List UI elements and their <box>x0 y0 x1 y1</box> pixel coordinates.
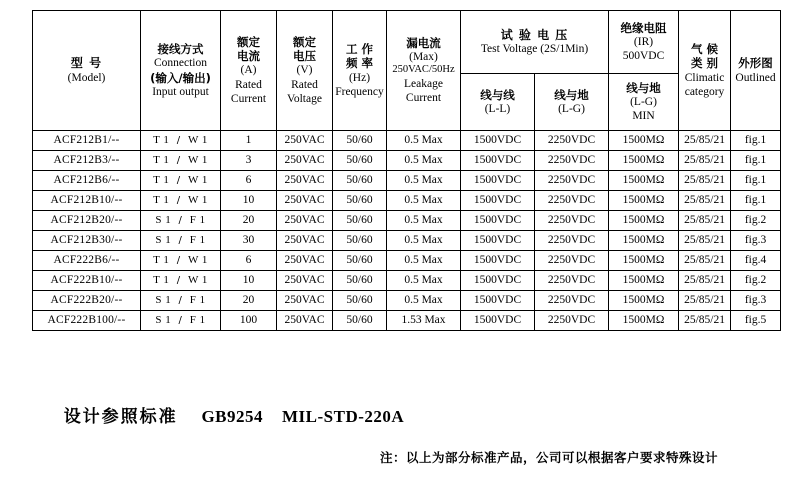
col-test-voltage-ll-cn: 线与线 <box>480 87 515 102</box>
cell-rated-voltage: 250VAC <box>277 231 333 251</box>
cell-test-voltage-lg: 2250VDC <box>535 311 609 331</box>
cell-frequency: 50/60 <box>333 171 387 191</box>
col-model <box>33 11 141 131</box>
cell-connection-input: S 1 <box>155 293 172 306</box>
col-outline-cn: 外形图 <box>738 56 773 71</box>
cell-insulation-resistance: 1500MΩ <box>609 171 679 191</box>
cell-connection-output: F 1 <box>189 313 206 326</box>
col-outline-en: Outlined <box>735 71 776 84</box>
cell-test-voltage-lg: 2250VDC <box>535 211 609 231</box>
cell-rated-current: 6 <box>221 171 277 191</box>
col-climatic <box>679 11 731 131</box>
cell-test-voltage-lg: 2250VDC <box>535 271 609 291</box>
cell-rated-current: 10 <box>221 191 277 211</box>
cell-connection <box>141 171 221 191</box>
cell-test-voltage-ll: 1500VDC <box>461 191 535 211</box>
col-connection-cn2: (输入/输出) <box>150 70 211 85</box>
col-insulation-lg-cn: 线与地 <box>626 80 661 95</box>
cell-model: ACF212B3/-- <box>33 151 141 171</box>
cell-connection <box>141 211 221 231</box>
cell-climatic-category: 25/85/21 <box>679 231 731 251</box>
design-standard-line <box>32 382 732 447</box>
cell-outline: fig.5 <box>731 311 781 331</box>
cell-connection-separator: / <box>169 194 188 206</box>
cell-connection-output: W 1 <box>187 173 208 186</box>
col-connection <box>141 11 221 131</box>
cell-test-voltage-lg: 2250VDC <box>535 191 609 211</box>
cell-insulation-resistance: 1500MΩ <box>609 291 679 311</box>
col-test-voltage-cn: 试 验 电 压 <box>500 27 569 42</box>
cell-frequency: 50/60 <box>333 291 387 311</box>
cell-leakage-current: 0.5 Max <box>387 191 461 211</box>
col-leakage-cn: 漏电流 <box>406 36 441 51</box>
cell-frequency: 50/60 <box>333 271 387 291</box>
cell-leakage-current: 0.5 Max <box>387 271 461 291</box>
table-row <box>33 291 781 311</box>
col-rated-voltage <box>277 11 333 131</box>
table-row <box>33 191 781 211</box>
cell-connection-output: F 1 <box>189 293 206 306</box>
col-test-voltage-group <box>461 11 609 74</box>
cell-outline: fig.1 <box>731 171 781 191</box>
cell-rated-voltage: 250VAC <box>277 151 333 171</box>
cell-leakage-current: 0.5 Max <box>387 211 461 231</box>
cell-test-voltage-lg: 2250VDC <box>535 151 609 171</box>
design-standard-en: GB9254 MIL-STD-220A <box>201 407 405 426</box>
cell-frequency: 50/60 <box>333 151 387 171</box>
cell-outline: fig.2 <box>731 211 781 231</box>
col-test-voltage-lg <box>535 74 609 131</box>
cell-model: ACF212B6/-- <box>33 171 141 191</box>
cell-frequency: 50/60 <box>333 211 387 231</box>
cell-connection-input: T 1 <box>153 193 170 206</box>
cell-connection <box>141 311 221 331</box>
cell-model: ACF212B30/-- <box>33 231 141 251</box>
cell-climatic-category: 25/85/21 <box>679 271 731 291</box>
cell-test-voltage-ll: 1500VDC <box>461 131 535 151</box>
cell-model: ACF222B20/-- <box>33 291 141 311</box>
cell-connection-output: W 1 <box>187 133 208 146</box>
cell-connection-output: F 1 <box>189 233 206 246</box>
col-test-voltage-lg-cn: 线与地 <box>554 87 589 102</box>
cell-test-voltage-ll: 1500VDC <box>461 311 535 331</box>
cell-insulation-resistance: 1500MΩ <box>609 271 679 291</box>
cell-test-voltage-ll: 1500VDC <box>461 271 535 291</box>
table-body <box>33 131 781 331</box>
cell-outline: fig.3 <box>731 291 781 311</box>
cell-outline: fig.1 <box>731 151 781 171</box>
cell-test-voltage-ll: 1500VDC <box>461 231 535 251</box>
col-rated-current <box>221 11 277 131</box>
cell-insulation-resistance: 1500MΩ <box>609 251 679 271</box>
cell-connection <box>141 251 221 271</box>
cell-test-voltage-lg: 2250VDC <box>535 251 609 271</box>
cell-leakage-current: 0.5 Max <box>387 251 461 271</box>
col-insulation-lg-en: (L-G) <box>630 95 657 108</box>
col-test-voltage-ll <box>461 74 535 131</box>
table-row <box>33 311 781 331</box>
cell-model: ACF222B6/-- <box>33 251 141 271</box>
cell-connection-input: T 1 <box>153 273 170 286</box>
cell-connection-input: T 1 <box>153 153 170 166</box>
col-rated-voltage-cn2: 电压 <box>293 49 316 64</box>
col-frequency-cn1: 工 作 <box>345 42 373 57</box>
table-row <box>33 171 781 191</box>
cell-rated-current: 3 <box>221 151 277 171</box>
cell-test-voltage-lg: 2250VDC <box>535 171 609 191</box>
col-rated-current-cn1: 额定 <box>237 35 260 50</box>
col-rated-current-en2: Current <box>230 92 267 105</box>
cell-frequency: 50/60 <box>333 191 387 211</box>
cell-outline: fig.3 <box>731 231 781 251</box>
table-row <box>33 271 781 291</box>
cell-leakage-current: 0.5 Max <box>387 231 461 251</box>
cell-test-voltage-ll: 1500VDC <box>461 251 535 271</box>
cell-connection <box>141 131 221 151</box>
cell-climatic-category: 25/85/21 <box>679 151 731 171</box>
cell-frequency: 50/60 <box>333 251 387 271</box>
col-frequency-en: Frequency <box>335 85 384 98</box>
col-rated-voltage-unit: (V) <box>296 64 313 77</box>
cell-connection-separator: / <box>171 234 190 246</box>
cell-connection-separator: / <box>171 314 190 326</box>
col-model-cn: 型 号 <box>70 56 103 71</box>
cell-insulation-resistance: 1500MΩ <box>609 131 679 151</box>
cell-test-voltage-ll: 1500VDC <box>461 291 535 311</box>
cell-rated-voltage: 250VAC <box>277 191 333 211</box>
col-rated-current-en1: Rated <box>235 78 262 91</box>
cell-insulation-resistance: 1500MΩ <box>609 311 679 331</box>
table-header <box>33 11 781 131</box>
col-insulation-lg <box>609 74 679 131</box>
cell-climatic-category: 25/85/21 <box>679 291 731 311</box>
cell-connection-output: W 1 <box>187 193 208 206</box>
cell-leakage-current: 1.53 Max <box>387 311 461 331</box>
cell-frequency: 50/60 <box>333 131 387 151</box>
cell-connection-separator: / <box>171 294 190 306</box>
col-frequency-unit: (Hz) <box>348 71 371 84</box>
cell-connection-input: T 1 <box>153 133 170 146</box>
cell-test-voltage-lg: 2250VDC <box>535 131 609 151</box>
cell-test-voltage-lg: 2250VDC <box>535 291 609 311</box>
cell-connection-output: W 1 <box>187 153 208 166</box>
cell-insulation-resistance: 1500MΩ <box>609 211 679 231</box>
cell-connection-input: S 1 <box>155 313 172 326</box>
cell-connection-input: T 1 <box>153 253 170 266</box>
cell-connection <box>141 291 221 311</box>
cell-leakage-current: 0.5 Max <box>387 291 461 311</box>
col-connection-cn: 接线方式 <box>157 42 204 57</box>
cell-outline: fig.4 <box>731 251 781 271</box>
cell-rated-current: 1 <box>221 131 277 151</box>
col-leakage-unit: (Max) <box>409 51 438 64</box>
cell-rated-current: 100 <box>221 311 277 331</box>
col-leakage-en2: Current <box>405 91 442 104</box>
cell-rated-voltage: 250VAC <box>277 251 333 271</box>
table-row <box>33 211 781 231</box>
cell-rated-voltage: 250VAC <box>277 131 333 151</box>
cell-rated-current: 20 <box>221 291 277 311</box>
col-rated-voltage-cn1: 额定 <box>293 35 316 50</box>
col-insulation-cn: 绝缘电阻 <box>620 20 667 35</box>
col-rated-current-cn2: 电流 <box>237 49 260 64</box>
cell-connection-separator: / <box>169 254 188 266</box>
cell-test-voltage-ll: 1500VDC <box>461 211 535 231</box>
cell-rated-voltage: 250VAC <box>277 291 333 311</box>
cell-connection-output: F 1 <box>189 213 206 226</box>
cell-connection-separator: / <box>169 154 188 166</box>
table-row <box>33 231 781 251</box>
cell-climatic-category: 25/85/21 <box>679 211 731 231</box>
col-insulation-abbr: (IR) <box>633 35 654 48</box>
cell-connection <box>141 231 221 251</box>
cell-outline: fig.1 <box>731 131 781 151</box>
cell-model: ACF222B100/-- <box>33 311 141 331</box>
cell-connection <box>141 151 221 171</box>
col-test-voltage-lg-en: (L-G) <box>558 103 585 115</box>
cell-insulation-resistance: 1500MΩ <box>609 191 679 211</box>
cell-model: ACF212B10/-- <box>33 191 141 211</box>
col-rated-current-unit: (A) <box>240 64 257 77</box>
cell-test-voltage-ll: 1500VDC <box>461 171 535 191</box>
cell-rated-current: 6 <box>221 251 277 271</box>
cell-climatic-category: 25/85/21 <box>679 171 731 191</box>
cell-connection-input: T 1 <box>153 173 170 186</box>
col-frequency-cn2: 频 率 <box>345 56 373 71</box>
col-insulation-lg-unit: MIN <box>632 110 655 122</box>
cell-leakage-current: 0.5 Max <box>387 171 461 191</box>
cell-climatic-category: 25/85/21 <box>679 131 731 151</box>
cell-connection-output: W 1 <box>187 253 208 266</box>
col-climatic-cn1: 气 候 <box>691 42 719 57</box>
col-connection-en2: Input output <box>152 85 209 98</box>
cell-model: ACF222B10/-- <box>33 271 141 291</box>
col-leakage-en1: Leakage <box>404 77 443 90</box>
footnote: 注：以上为部分标准产品，公司可以根据客户要求特殊设计 <box>380 450 719 465</box>
cell-connection <box>141 271 221 291</box>
cell-rated-current: 10 <box>221 271 277 291</box>
table-row <box>33 151 781 171</box>
cell-connection <box>141 191 221 211</box>
cell-rated-current: 20 <box>221 211 277 231</box>
cell-connection-separator: / <box>169 134 188 146</box>
col-test-voltage-ll-en: (L-L) <box>484 103 511 115</box>
cell-connection-separator: / <box>171 214 190 226</box>
table-row <box>33 131 781 151</box>
cell-rated-voltage: 250VAC <box>277 211 333 231</box>
cell-rated-voltage: 250VAC <box>277 311 333 331</box>
cell-model: ACF212B20/-- <box>33 211 141 231</box>
specification-table <box>32 10 781 331</box>
design-standard-cn: 设计参照标准 <box>63 407 178 427</box>
cell-rated-current: 30 <box>221 231 277 251</box>
cell-test-voltage-lg: 2250VDC <box>535 231 609 251</box>
cell-model: ACF212B1/-- <box>33 131 141 151</box>
col-frequency <box>333 11 387 131</box>
col-test-voltage-en: Test Voltage (2S/1Min) <box>480 43 589 56</box>
cell-insulation-resistance: 1500MΩ <box>609 231 679 251</box>
cell-climatic-category: 25/85/21 <box>679 251 731 271</box>
cell-test-voltage-ll: 1500VDC <box>461 151 535 171</box>
col-leakage <box>387 11 461 131</box>
cell-frequency: 50/60 <box>333 311 387 331</box>
cell-insulation-resistance: 1500MΩ <box>609 151 679 171</box>
cell-rated-voltage: 250VAC <box>277 271 333 291</box>
col-rated-voltage-en2: Voltage <box>287 92 322 105</box>
col-outline <box>731 11 781 131</box>
cell-outline: fig.2 <box>731 271 781 291</box>
cell-frequency: 50/60 <box>333 231 387 251</box>
cell-climatic-category: 25/85/21 <box>679 311 731 331</box>
col-insulation-val: 500VDC <box>622 50 665 62</box>
cell-climatic-category: 25/85/21 <box>679 191 731 211</box>
col-rated-voltage-en1: Rated <box>291 78 318 91</box>
cell-connection-input: S 1 <box>155 233 172 246</box>
col-climatic-cn2: 类 别 <box>691 56 719 71</box>
cell-leakage-current: 0.5 Max <box>387 131 461 151</box>
col-model-en: (Model) <box>67 71 106 84</box>
col-leakage-cond: 250VAC/50Hz <box>392 64 455 76</box>
cell-rated-voltage: 250VAC <box>277 171 333 191</box>
col-climatic-en1: Climatic <box>684 71 725 84</box>
col-connection-en1: Connection <box>153 57 208 70</box>
header-row-top <box>33 11 781 74</box>
cell-outline: fig.1 <box>731 191 781 211</box>
cell-leakage-current: 0.5 Max <box>387 151 461 171</box>
cell-connection-separator: / <box>169 174 188 186</box>
cell-connection-separator: / <box>169 274 188 286</box>
col-insulation-group <box>609 11 679 74</box>
cell-connection-input: S 1 <box>155 213 172 226</box>
cell-connection-output: W 1 <box>187 273 208 286</box>
col-climatic-en2: category <box>684 85 725 98</box>
table-row <box>33 251 781 271</box>
